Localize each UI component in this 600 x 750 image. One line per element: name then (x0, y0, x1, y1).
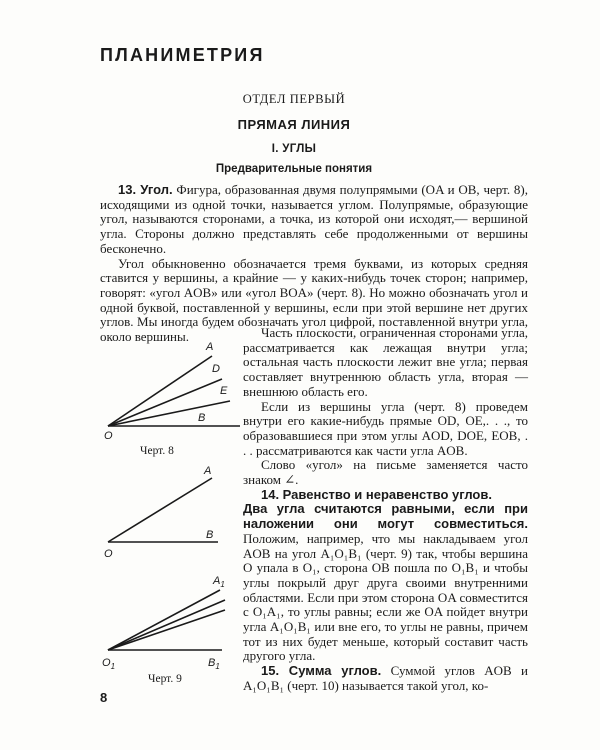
paragraph-14-definition: Два угла считаются равными, если при наложении они могут совместиться. (243, 501, 528, 532)
paragraph-14 (243, 488, 528, 503)
subsection-heading: Предварительные понятия (215, 163, 373, 175)
paragraph-15-heading: 15. Сумма углов. (261, 663, 382, 679)
chapter-heading: I. УГЛЫ (271, 143, 317, 155)
section-title: ПРЯМАЯ ЛИНИЯ (237, 117, 351, 132)
paragraph-13 (100, 183, 528, 345)
department-heading: ОТДЕЛ ПЕРВЫЙ (242, 92, 346, 106)
label-b: B (198, 412, 206, 424)
label-b1: $B_1$ (208, 657, 220, 671)
figure-9-caption: Черт. 9 (148, 673, 182, 685)
paragraph-15 (243, 664, 528, 693)
paragraph-15-text: Суммой углов AOB и A₁O₁B₁ (черт. 10) называется такой угол, ко- (243, 663, 528, 693)
paragraph-region: Часть плоскости, ограниченная сторонами угла, рассматривается как лежащая внутри угла; остальная часть плоскости лежит вне угла; первая составляет внутреннюю область угла, вторая — внешнюю область его. (243, 325, 528, 399)
page-number: 8 (100, 690, 108, 705)
label-o1: $O_1$ (102, 657, 116, 671)
ray-oa (108, 478, 212, 542)
label-e: E (220, 385, 228, 397)
figure-9 (100, 460, 242, 685)
ray-o1-upper (108, 600, 225, 650)
ray-o1-lower (108, 610, 225, 650)
label-b: B (206, 529, 214, 541)
label-a: A (204, 465, 212, 477)
right-column (243, 326, 528, 694)
figure-8 (100, 336, 242, 461)
ray-o1a1 (108, 590, 220, 650)
paragraph-lines: Если из вершины угла (черт. 8) проведем внутри его какие-нибудь прямые OD, OE,. . ., то образовавшиеся при этом углы AOD, DOE, EOB, . . . рассматриваются как части угла AOB. (243, 398, 528, 458)
label-d: D (212, 363, 220, 375)
paragraph-notation: Угол обыкновенно обозначается тремя буквами, из которых средняя ставится у вершины, а крайние — у каких-нибудь точек сторон; например, говорят: «угол AOB» или «угол BOA» (черт. 8). Но можно обозначать угол и одной буквой, поставленной у вершины, если при этой вершине нет других углов. Мы иногда будем обозначать угол цифрой, поставленной внутри угла, около вершины. (100, 255, 528, 345)
paragraph-14-heading: 14. Равенство и неравенство углов. (261, 486, 492, 502)
running-header: ПЛАНИМЕТРИЯ (100, 45, 265, 65)
paragraph-14-body (243, 502, 528, 664)
label-o: O (104, 548, 113, 560)
label-o: O (104, 430, 113, 442)
label-a1: $A_1$ (213, 575, 225, 589)
figure-8-caption: Черт. 8 (140, 445, 174, 457)
label-a: A (206, 341, 214, 353)
paragraph-13-heading: 13. Угол. (118, 182, 173, 197)
paragraph-13-text: Фигура, образованная двумя полупрямыми (OA и OB, черт. 8), исходящими из одной точки, называется углом. Полупрямые, образующие угол, называются сторонами, а точка, из которой они исходят,— вершиной угла. Стороны должно представлять себе продолженными от вершины бесконечно. (100, 182, 528, 256)
paragraph-14-text: Положим, например, что мы накладываем угол AOB на угол A₁O₁B₁ (черт. 9) так, чтобы вершина O упала в O₁, сторона OB пошла по O₁B₁ и чтобы углы покрылй друг друга своими внутренними областями. Если при этом сторона OA совместится с O₁A₁, то углы равны; если же OA пойдет внутри угла A₁O₁B₁ или вне его, то углы не равны, причем тот из них будет меньше, который составит часть другого угла. (243, 530, 528, 664)
paragraph-sign: Слово «угол» на письме заменяется часто знаком ∠. (243, 457, 528, 488)
